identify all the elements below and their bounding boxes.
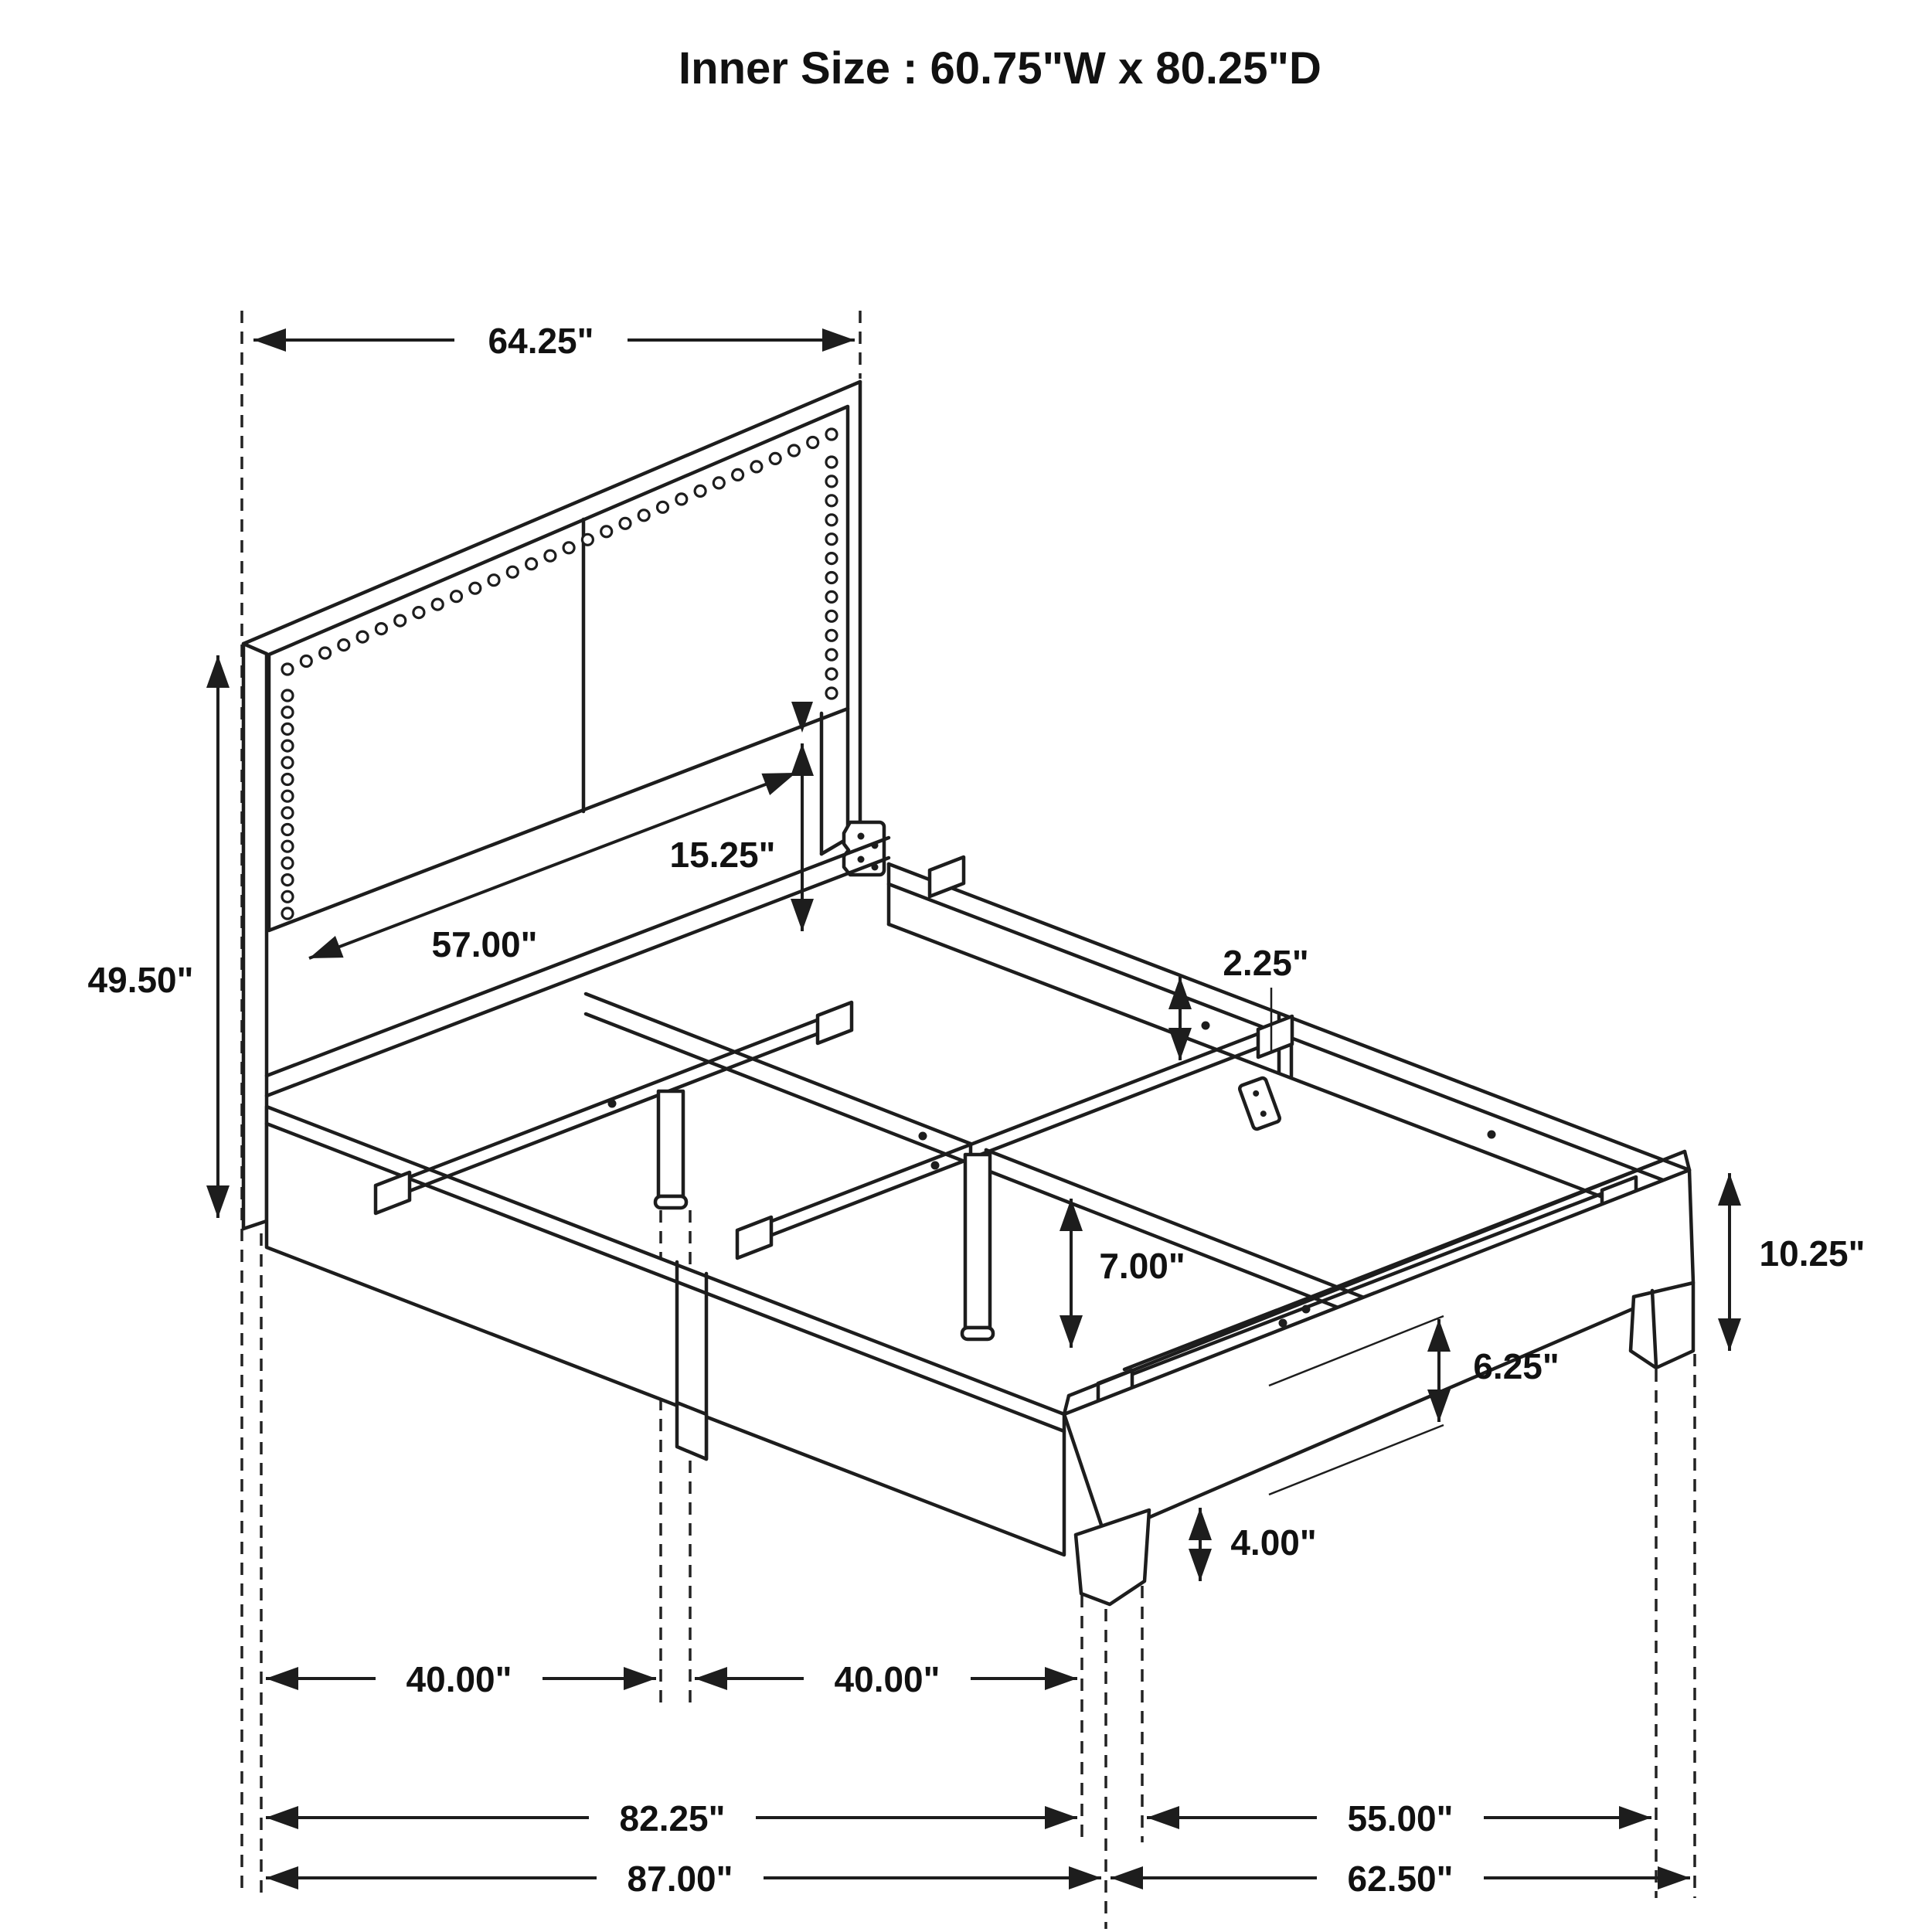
dim-label-headboard-width: 64.25" — [488, 321, 594, 361]
dim-label-panel-width: 57.00" — [431, 924, 538, 964]
dim-label-headboard-to-center-leg: 40.00" — [406, 1659, 512, 1699]
dim-center-leg-to-front-leg — [695, 1655, 1077, 1700]
footboard-right-leg — [1631, 1283, 1693, 1368]
dim-front-leg-height — [1200, 1508, 1317, 1581]
dim-label-slat-above-rail: 2.25" — [1223, 943, 1309, 983]
dim-footboard-height — [1730, 1173, 1865, 1351]
dim-label-footboard-rail-height: 6.25" — [1473, 1346, 1560, 1386]
rail-seam-tab — [677, 1403, 706, 1459]
dim-headboard-to-center-leg — [266, 1655, 656, 1700]
dim-label-center-leg-height: 7.00" — [1099, 1246, 1185, 1286]
footboard — [1064, 1151, 1693, 1604]
dimensions — [88, 317, 1866, 1900]
dim-label-headboard-height: 49.50" — [87, 960, 194, 1000]
dim-label-overall-length: 87.00" — [627, 1859, 733, 1899]
slat-center-leg-1 — [655, 1091, 686, 1208]
dim-label-footboard-overall-length: 62.50" — [1347, 1859, 1454, 1899]
slat-center-leg-2 — [962, 1155, 993, 1339]
slat-2 — [737, 1016, 1292, 1339]
rail-seam-bracket — [1239, 1077, 1281, 1131]
headboard-left-post — [243, 644, 267, 1229]
dim-frame-length — [266, 1794, 1077, 1839]
dim-label-front-leg-height: 4.00" — [1230, 1522, 1317, 1563]
footboard-front-leg — [1076, 1510, 1149, 1604]
dim-headboard-height — [88, 655, 218, 1218]
headboard — [243, 382, 860, 1229]
page-title: Inner Size : 60.75"W x 80.25"D — [679, 43, 1321, 94]
dim-headboard-width — [253, 317, 855, 362]
dim-label-footboard-height: 10.25" — [1759, 1233, 1866, 1274]
dim-footboard-overall-length — [1111, 1855, 1690, 1900]
dim-label-frame-length: 82.25" — [619, 1798, 726, 1838]
footboard-face — [1064, 1170, 1693, 1536]
dim-label-foot-section-length: 55.00" — [1347, 1798, 1454, 1838]
dim-overall-length — [266, 1855, 1101, 1900]
dim-foot-section-length — [1147, 1794, 1651, 1839]
dim-label-panel-to-slat: 15.25" — [669, 835, 776, 875]
dim-label-center-leg-to-front-leg: 40.00" — [834, 1659, 940, 1699]
